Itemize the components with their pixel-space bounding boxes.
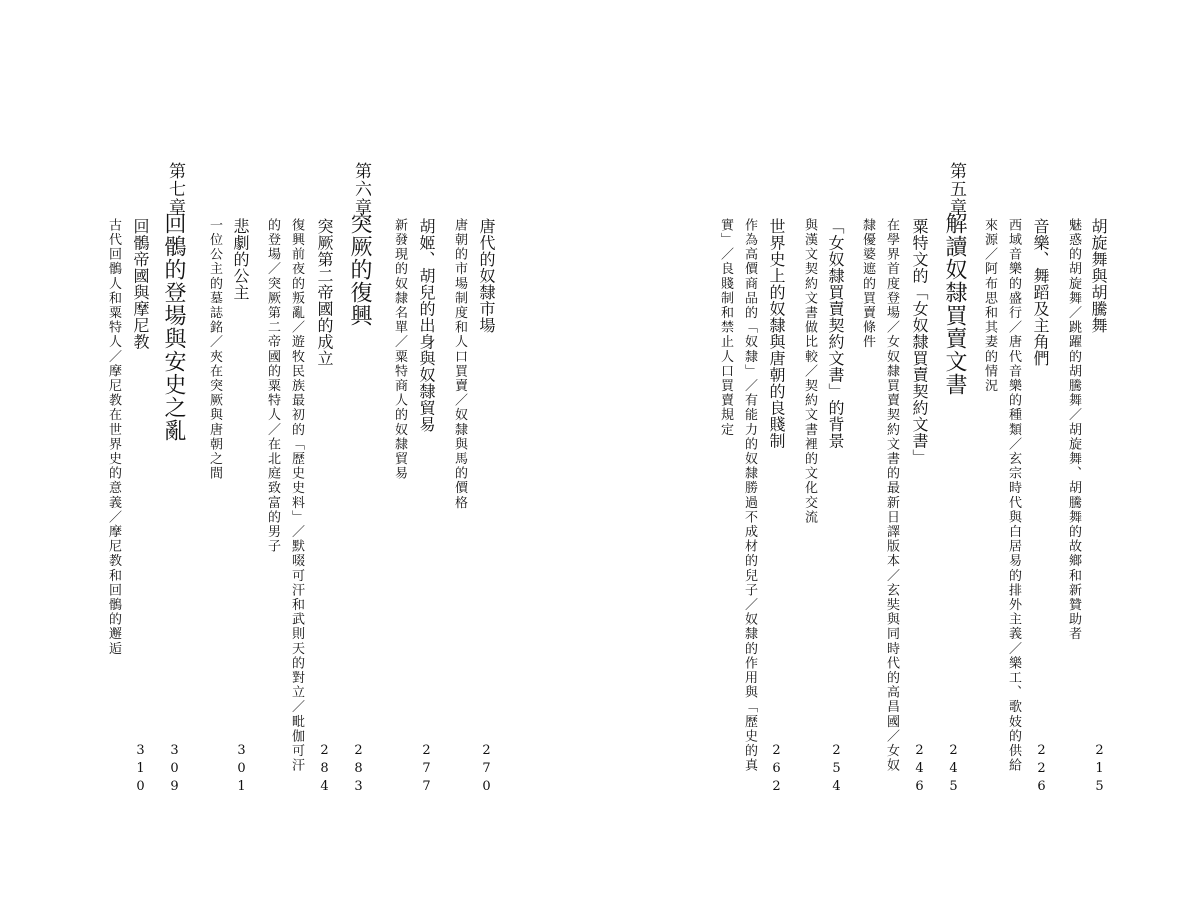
page-number: 246	[912, 743, 927, 797]
page-number: 254	[829, 743, 844, 797]
section-description: 新發現的奴隸名單／粟特商人的奴隸貿易	[392, 218, 407, 481]
chapter-label: 第五章	[946, 162, 966, 216]
right-page	[600, 0, 1200, 900]
page-number: 277	[419, 743, 434, 797]
section-title: 音樂、舞蹈及主角們	[1031, 218, 1050, 367]
section-title: 世界史上的奴隸與唐朝的良賤制	[767, 218, 786, 449]
section-title: 「女奴隸買賣契約文書」的背景	[826, 218, 845, 449]
section-title: 胡旋舞與胡騰舞	[1089, 218, 1108, 334]
section-title: 突厥第二帝國的成立	[315, 218, 334, 367]
page-number: 309	[167, 743, 182, 797]
page-number: 270	[479, 743, 494, 797]
page-number: 226	[1034, 743, 1049, 797]
section-title: 胡姬、胡兒的出身與奴隸貿易	[417, 218, 436, 433]
section-title: 唐代的奴隸市場	[477, 218, 496, 334]
section-description: 古代回鶻人和粟特人／摩尼教在世界史的意義／摩尼教和回鶻的邂逅	[106, 218, 121, 656]
page-number: 310	[133, 743, 148, 797]
chapter-label: 第六章	[351, 162, 371, 216]
page-number: 284	[317, 743, 332, 797]
section-description: 實」／良賤制和禁止人口買賣規定	[718, 218, 733, 437]
section-title: 回鶻帝國與摩尼教	[131, 218, 150, 350]
section-description: 唐朝的市場制度和人口買賣／奴隸與馬的價格	[452, 218, 467, 510]
page-number: 262	[769, 743, 784, 797]
section-description: 復興前夜的叛亂／遊牧民族最初的「歷史史料」／默啜可汗和武則天的對立／毗伽可汗	[289, 218, 304, 773]
section-description: 魅惑的胡旋舞／跳躍的胡騰舞／胡旋舞、胡騰舞的故鄉和新贊助者	[1066, 218, 1081, 642]
section-description: 西域音樂的盛行／唐代音樂的種類／玄宗時代與白居易的排外主義／樂工、歌妓的供給	[1006, 218, 1021, 773]
page-number: 245	[946, 743, 961, 797]
section-description: 隸優婆遮的買賣條件	[860, 218, 875, 350]
section-description: 在學界首度登場／女奴隸買賣契約文書的最新日譯版本／玄奘與同時代的高昌國／女奴	[884, 218, 899, 773]
section-description: 一位公主的墓誌銘／夾在突厥與唐朝之間	[207, 218, 222, 481]
section-title: 粟特文的「女奴隸買賣契約文書」	[910, 218, 929, 466]
section-description: 來源／阿布思和其妻的情況	[982, 218, 997, 394]
section-title: 悲劇的公主	[231, 218, 250, 301]
page-number: 301	[234, 743, 249, 797]
section-description: 的登場／突厥第二帝國的粟特人／在北庭致富的男子	[265, 218, 280, 554]
chapter-title: 解讀奴隸買賣文書	[942, 212, 967, 396]
page-number: 283	[351, 743, 366, 797]
chapter-title: 突厥的復興	[347, 212, 372, 327]
chapter-label: 第七章	[165, 162, 185, 216]
chapter-title: 回鶻的登場與安史之亂	[161, 212, 186, 442]
section-description: 作為高價商品的「奴隸」／有能力的奴隸勝過不成材的兒子／奴隸的作用與「歷史的真	[742, 218, 757, 773]
page-number: 215	[1092, 743, 1107, 797]
section-description: 與漢文契約文書做比較／契約文書裡的文化交流	[802, 218, 817, 525]
